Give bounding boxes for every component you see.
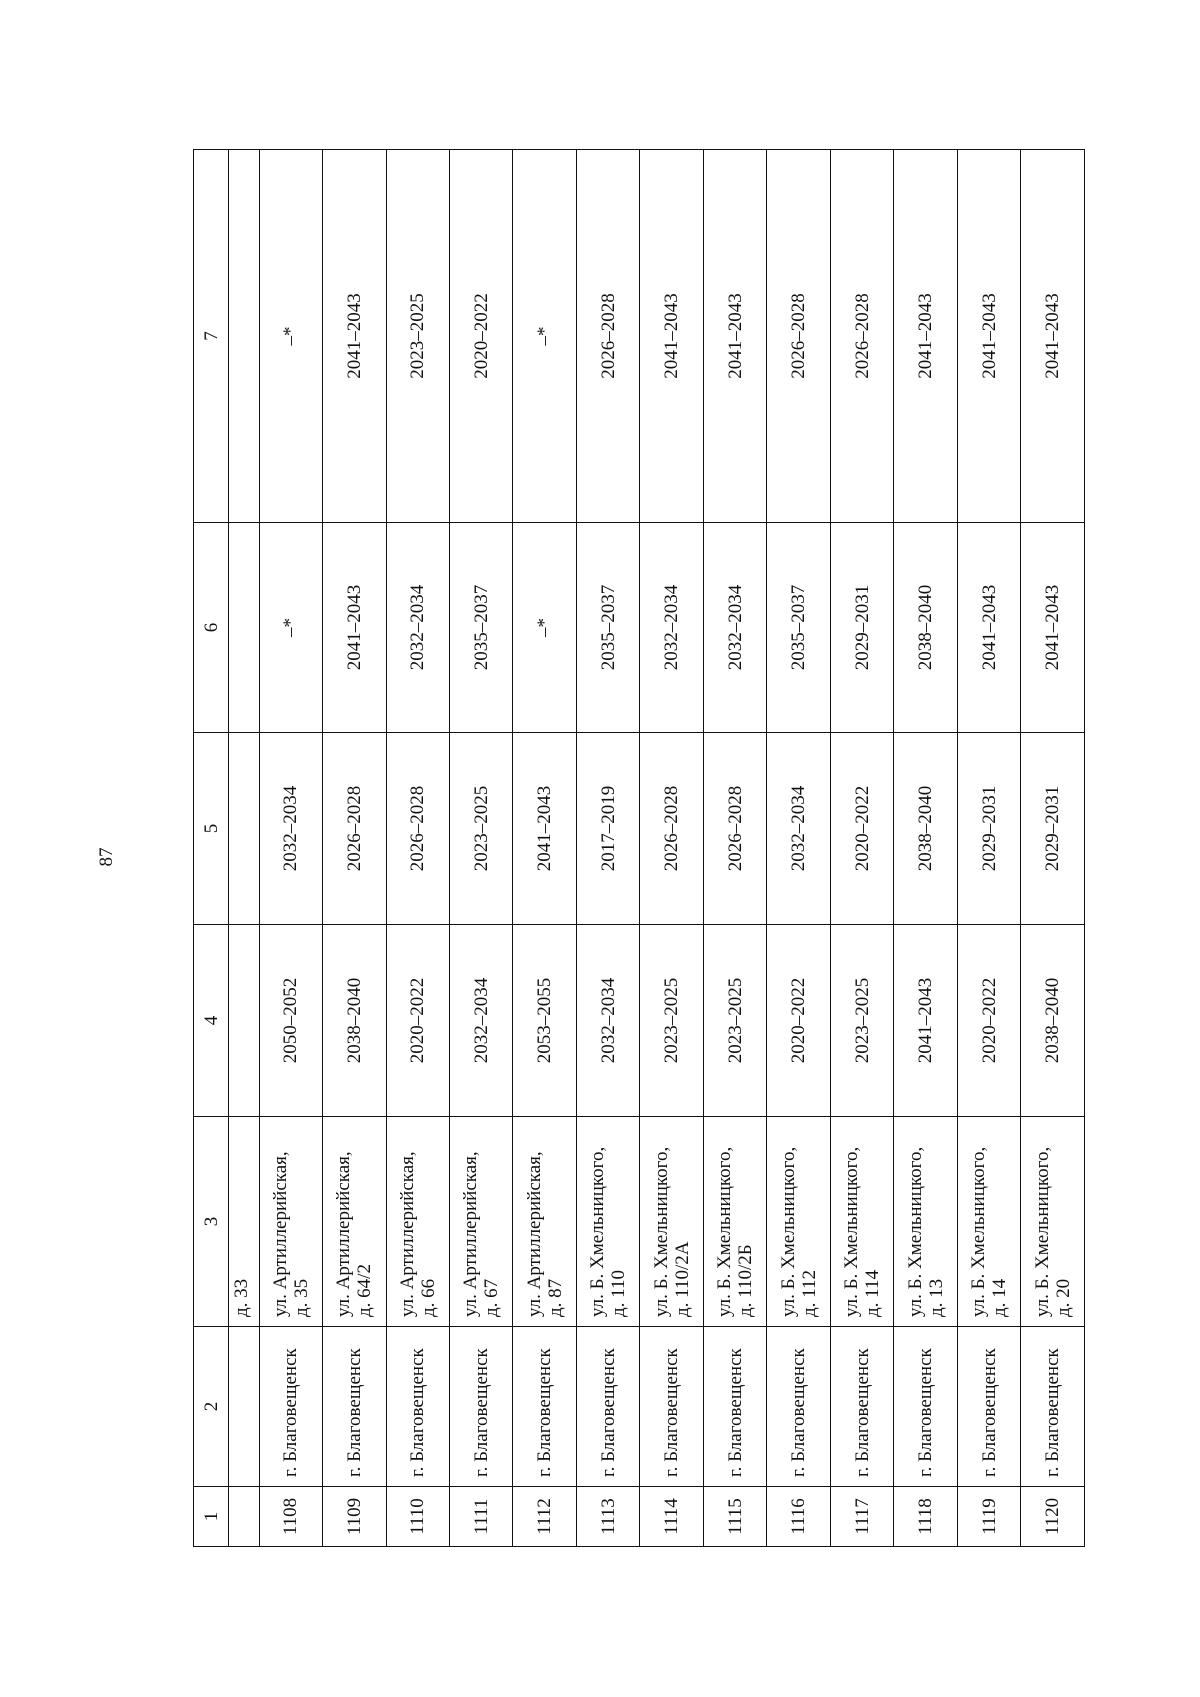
period-col4-cell: 2041–2043: [894, 925, 957, 1117]
period-col7-cell: 2041–2043: [703, 150, 766, 523]
period-col6-cell: 2041–2043: [957, 523, 1020, 733]
table-cell: [229, 1487, 259, 1547]
row-number-cell: 1109: [323, 1487, 386, 1547]
period-col5-cell: 2026–2028: [386, 733, 449, 925]
period-col5-cell: 2029–2031: [1021, 733, 1085, 925]
period-col7-cell: 2041–2043: [1021, 150, 1085, 523]
address-cell: [703, 1117, 766, 1327]
table-row: [957, 150, 1020, 1547]
schedule-table: [193, 149, 1085, 1547]
table-cell: [229, 733, 259, 925]
address-cell: [450, 1117, 513, 1327]
period-col6-cell: 2029–2031: [830, 523, 893, 733]
address-house: д. 114: [862, 1270, 884, 1317]
column-header: 6: [194, 523, 229, 733]
address-street: ул. Б. Хмельницкого,: [968, 1146, 990, 1317]
row-number-cell: 1114: [640, 1487, 703, 1547]
period-col7-cell: 2041–2043: [640, 150, 703, 523]
period-col6-cell: 2041–2043: [1021, 523, 1085, 733]
address-cell: [767, 1117, 830, 1327]
period-col6-cell: 2035–2037: [767, 523, 830, 733]
city-cell: г. Благовещенск: [323, 1327, 386, 1487]
table-body: [194, 150, 1085, 1547]
address-house: д. 35: [290, 1278, 312, 1317]
period-col5-cell: 2020–2022: [830, 733, 893, 925]
table-row: [767, 150, 830, 1547]
address-house: д. 66: [417, 1278, 439, 1317]
city-cell: г. Благовещенск: [576, 1327, 639, 1487]
address-street: ул. Б. Хмельницкого,: [904, 1146, 926, 1317]
address-cell: [957, 1117, 1020, 1327]
row-number-cell: 1120: [1021, 1487, 1085, 1547]
period-col6-cell: 2041–2043: [323, 523, 386, 733]
column-header: 7: [194, 150, 229, 523]
address-street: ул. Б. Хмельницкого,: [714, 1146, 736, 1317]
table-row: [513, 150, 576, 1547]
period-col6-cell: –*: [259, 523, 322, 733]
city-cell: г. Благовещенск: [703, 1327, 766, 1487]
period-col4-cell: 2038–2040: [323, 925, 386, 1117]
period-col4-cell: 2023–2025: [830, 925, 893, 1117]
period-col4-cell: 2032–2034: [576, 925, 639, 1117]
period-col4-cell: 2038–2040: [1021, 925, 1085, 1117]
column-header: 2: [194, 1327, 229, 1487]
city-cell: г. Благовещенск: [767, 1327, 830, 1487]
address-street: ул. Б. Хмельницкого,: [1031, 1146, 1053, 1317]
period-col4-cell: 2032–2034: [450, 925, 513, 1117]
continuation-row: [229, 150, 259, 1547]
period-col6-cell: 2032–2034: [703, 523, 766, 733]
period-col7-cell: 2026–2028: [830, 150, 893, 523]
period-col6-cell: 2035–2037: [450, 523, 513, 733]
table-cell: [229, 150, 259, 523]
column-header: 1: [194, 1487, 229, 1547]
period-col4-cell: 2020–2022: [957, 925, 1020, 1117]
table-cell: [229, 925, 259, 1117]
address-cell: [640, 1117, 703, 1327]
address-street: ул. Артиллерийская,: [269, 1151, 291, 1317]
address-street: ул. Артиллерийская,: [460, 1151, 482, 1317]
table-cell: [229, 1327, 259, 1487]
address-house: д. 112: [798, 1270, 820, 1317]
column-header: 5: [194, 733, 229, 925]
city-cell: г. Благовещенск: [957, 1327, 1020, 1487]
period-col6-cell: 2032–2034: [386, 523, 449, 733]
period-col4-cell: 2023–2025: [703, 925, 766, 1117]
row-number-cell: 1110: [386, 1487, 449, 1547]
address-cell: [386, 1117, 449, 1327]
address-house: д. 110/2А: [671, 1241, 693, 1317]
schedule-table-container: [193, 150, 1085, 1547]
address-cell: [513, 1117, 576, 1327]
table-row: [576, 150, 639, 1547]
city-cell: г. Благовещенск: [894, 1327, 957, 1487]
period-col7-cell: 2026–2028: [767, 150, 830, 523]
column-header: 4: [194, 925, 229, 1117]
period-col7-cell: 2026–2028: [576, 150, 639, 523]
period-col6-cell: 2035–2037: [576, 523, 639, 733]
address-house: д. 13: [925, 1278, 947, 1317]
city-cell: г. Благовещенск: [450, 1327, 513, 1487]
table-cell: [229, 523, 259, 733]
row-number-cell: 1118: [894, 1487, 957, 1547]
period-col5-cell: 2029–2031: [957, 733, 1020, 925]
period-col7-cell: –*: [513, 150, 576, 523]
row-number-cell: 1119: [957, 1487, 1020, 1547]
period-col4-cell: 2023–2025: [640, 925, 703, 1117]
address-street: ул. Артиллерийская,: [396, 1151, 418, 1317]
address-cell: [1021, 1117, 1085, 1327]
address-house: д. 14: [989, 1278, 1011, 1317]
city-cell: г. Благовещенск: [386, 1327, 449, 1487]
city-cell: г. Благовещенск: [830, 1327, 893, 1487]
period-col7-cell: 2041–2043: [323, 150, 386, 523]
period-col7-cell: 2023–2025: [386, 150, 449, 523]
period-col7-cell: 2041–2043: [957, 150, 1020, 523]
address-house: д. 110: [608, 1270, 630, 1317]
address-street: ул. Артиллерийская,: [333, 1151, 355, 1317]
address-house: д. 67: [481, 1278, 503, 1317]
page-number: 87: [96, 847, 117, 867]
address-house: д. 87: [544, 1278, 566, 1317]
city-cell: г. Благовещенск: [513, 1327, 576, 1487]
address-cell: [830, 1117, 893, 1327]
address-house: д. 20: [1052, 1278, 1074, 1317]
period-col6-cell: 2038–2040: [894, 523, 957, 733]
row-number-cell: 1112: [513, 1487, 576, 1547]
period-col6-cell: 2032–2034: [640, 523, 703, 733]
address-cell: [894, 1117, 957, 1327]
address-cell: [576, 1117, 639, 1327]
address-street: ул. Б. Хмельницкого,: [650, 1146, 672, 1317]
row-number-cell: 1116: [767, 1487, 830, 1547]
period-col5-cell: 2023–2025: [450, 733, 513, 925]
period-col4-cell: 2020–2022: [767, 925, 830, 1117]
address-cell: [259, 1117, 322, 1327]
table-row: [450, 150, 513, 1547]
table-row: [894, 150, 957, 1547]
period-col6-cell: –*: [513, 523, 576, 733]
period-col5-cell: 2038–2040: [894, 733, 957, 925]
period-col5-cell: 2026–2028: [323, 733, 386, 925]
city-cell: г. Благовещенск: [259, 1327, 322, 1487]
address-house: д. 110/2Б: [735, 1244, 757, 1317]
row-number-cell: 1113: [576, 1487, 639, 1547]
table-row: [1021, 150, 1085, 1547]
period-col5-cell: 2026–2028: [640, 733, 703, 925]
period-col5-cell: 2017–2019: [576, 733, 639, 925]
city-cell: г. Благовещенск: [1021, 1327, 1085, 1487]
table-row: [830, 150, 893, 1547]
period-col5-cell: 2041–2043: [513, 733, 576, 925]
column-header: 3: [194, 1117, 229, 1327]
address-cell: [323, 1117, 386, 1327]
address-street: ул. Б. Хмельницкого,: [587, 1146, 609, 1317]
period-col7-cell: –*: [259, 150, 322, 523]
address-street: ул. Б. Хмельницкого,: [777, 1146, 799, 1317]
row-number-cell: 1108: [259, 1487, 322, 1547]
table-row: [259, 150, 322, 1547]
city-cell: г. Благовещенск: [640, 1327, 703, 1487]
period-col4-cell: 2053–2055: [513, 925, 576, 1117]
period-col4-cell: 2020–2022: [386, 925, 449, 1117]
continuation-address-cell: д. 33: [229, 1117, 259, 1327]
period-col4-cell: 2050–2052: [259, 925, 322, 1117]
period-col5-cell: 2032–2034: [259, 733, 322, 925]
table-row: [640, 150, 703, 1547]
column-number-row: [194, 150, 229, 1547]
period-col5-cell: 2032–2034: [767, 733, 830, 925]
period-col7-cell: 2020–2022: [450, 150, 513, 523]
table-row: [703, 150, 766, 1547]
address-street: ул. Б. Хмельницкого,: [841, 1146, 863, 1317]
period-col5-cell: 2026–2028: [703, 733, 766, 925]
address-street: ул. Артиллерийская,: [523, 1151, 545, 1317]
table-row: [323, 150, 386, 1547]
row-number-cell: 1115: [703, 1487, 766, 1547]
table-row: [386, 150, 449, 1547]
period-col7-cell: 2041–2043: [894, 150, 957, 523]
row-number-cell: 1117: [830, 1487, 893, 1547]
address-house: д. 64/2: [354, 1264, 376, 1317]
row-number-cell: 1111: [450, 1487, 513, 1547]
